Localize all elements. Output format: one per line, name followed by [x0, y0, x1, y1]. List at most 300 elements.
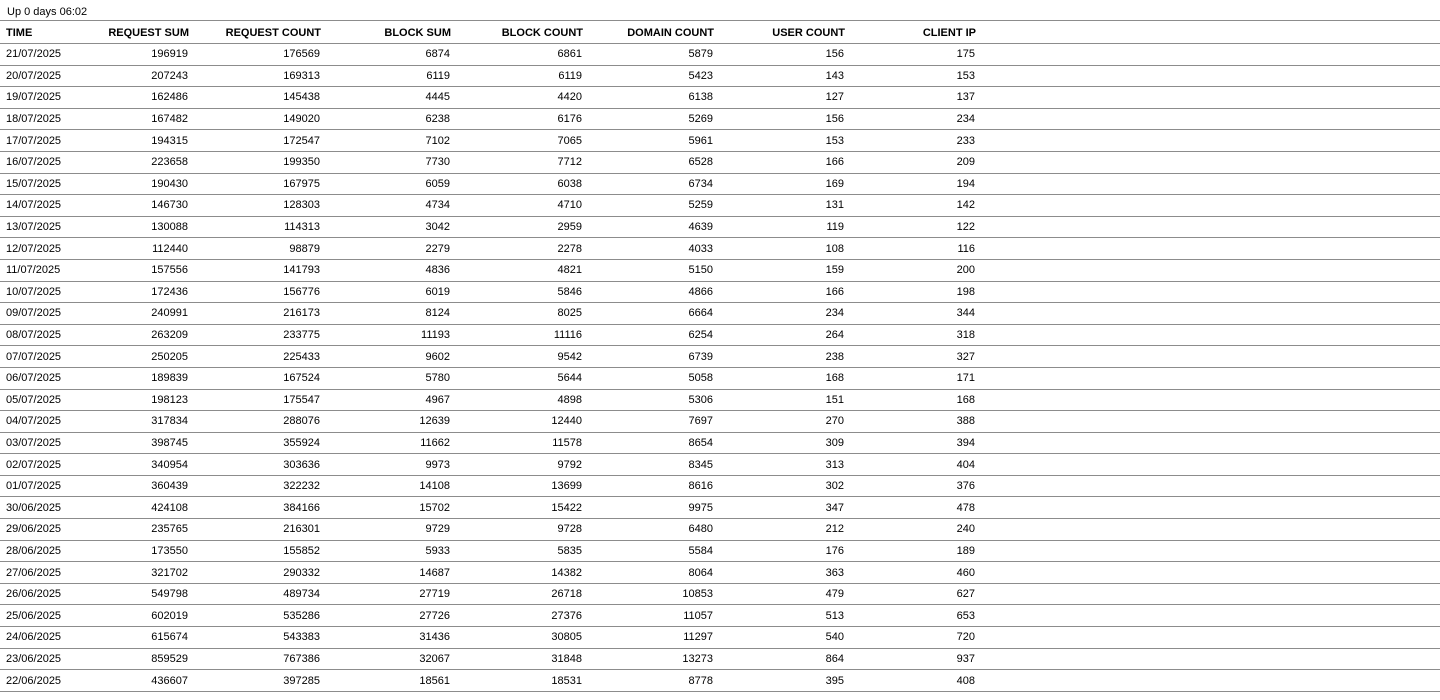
cell-time: 17/07/2025 [0, 130, 95, 152]
table-row [0, 454, 1440, 476]
cell-request-count: 167524 [189, 367, 321, 389]
cell-request-count: 172547 [189, 130, 321, 152]
cell-domain-count: 4866 [583, 281, 714, 303]
cell-block-count: 6119 [451, 65, 583, 87]
row-filler [976, 627, 1440, 649]
cell-request-count: 355924 [189, 432, 321, 454]
table-row [0, 324, 1440, 346]
cell-domain-count: 6254 [583, 324, 714, 346]
cell-block-sum: 9602 [321, 346, 451, 368]
cell-request-sum: 250205 [95, 346, 189, 368]
cell-block-sum: 3042 [321, 216, 451, 238]
cell-request-sum: 172436 [95, 281, 189, 303]
row-filler [976, 605, 1440, 627]
cell-block-count: 2959 [451, 216, 583, 238]
row-filler [976, 44, 1440, 66]
table-row [0, 108, 1440, 130]
cell-block-count: 9728 [451, 519, 583, 541]
table-row [0, 497, 1440, 519]
cell-request-sum: 235765 [95, 519, 189, 541]
column-header-block-count: BLOCK COUNT [451, 22, 583, 44]
cell-request-count: 216173 [189, 303, 321, 325]
cell-time: 19/07/2025 [0, 87, 95, 109]
table-row [0, 281, 1440, 303]
cell-domain-count: 5259 [583, 195, 714, 217]
row-filler [976, 454, 1440, 476]
cell-time: 14/07/2025 [0, 195, 95, 217]
cell-user-count: 156 [714, 44, 845, 66]
cell-block-sum: 27719 [321, 583, 451, 605]
cell-block-count: 30805 [451, 627, 583, 649]
cell-time: 04/07/2025 [0, 411, 95, 433]
row-filler [976, 324, 1440, 346]
cell-domain-count: 4639 [583, 216, 714, 238]
cell-time: 03/07/2025 [0, 432, 95, 454]
cell-client-ip: 142 [845, 195, 976, 217]
cell-client-ip: 171 [845, 367, 976, 389]
cell-time: 11/07/2025 [0, 259, 95, 281]
cell-user-count: 168 [714, 367, 845, 389]
cell-domain-count: 5306 [583, 389, 714, 411]
cell-request-count: 303636 [189, 454, 321, 476]
cell-request-sum: 263209 [95, 324, 189, 346]
cell-user-count: 166 [714, 151, 845, 173]
cell-user-count: 169 [714, 173, 845, 195]
cell-block-sum: 12639 [321, 411, 451, 433]
cell-request-sum: 196919 [95, 44, 189, 66]
cell-client-ip: 209 [845, 151, 976, 173]
cell-client-ip: 653 [845, 605, 976, 627]
cell-time: 25/06/2025 [0, 605, 95, 627]
cell-domain-count: 8345 [583, 454, 714, 476]
cell-domain-count: 5150 [583, 259, 714, 281]
cell-block-count: 4821 [451, 259, 583, 281]
cell-block-sum: 6874 [321, 44, 451, 66]
column-header-user-count: USER COUNT [714, 22, 845, 44]
cell-client-ip: 200 [845, 259, 976, 281]
cell-client-ip: 189 [845, 540, 976, 562]
cell-time: 08/07/2025 [0, 324, 95, 346]
cell-user-count: 166 [714, 281, 845, 303]
column-header-block-sum: BLOCK SUM [321, 22, 451, 44]
cell-block-count: 18531 [451, 670, 583, 692]
cell-client-ip: 394 [845, 432, 976, 454]
cell-time: 28/06/2025 [0, 540, 95, 562]
cell-time: 02/07/2025 [0, 454, 95, 476]
column-header-client-ip: CLIENT IP [845, 22, 976, 44]
table-row [0, 216, 1440, 238]
cell-block-sum: 6059 [321, 173, 451, 195]
cell-user-count: 131 [714, 195, 845, 217]
cell-user-count: 302 [714, 475, 845, 497]
table-row [0, 195, 1440, 217]
cell-block-sum: 32067 [321, 648, 451, 670]
cell-block-sum: 18561 [321, 670, 451, 692]
cell-time: 30/06/2025 [0, 497, 95, 519]
cell-user-count: 238 [714, 346, 845, 368]
cell-client-ip: 327 [845, 346, 976, 368]
cell-block-sum: 5780 [321, 367, 451, 389]
row-filler [976, 411, 1440, 433]
cell-user-count: 212 [714, 519, 845, 541]
table-row [0, 44, 1440, 66]
cell-domain-count: 8778 [583, 670, 714, 692]
table-row [0, 540, 1440, 562]
cell-user-count: 513 [714, 605, 845, 627]
cell-time: 18/07/2025 [0, 108, 95, 130]
cell-request-count: 384166 [189, 497, 321, 519]
cell-client-ip: 168 [845, 389, 976, 411]
cell-client-ip: 234 [845, 108, 976, 130]
cell-domain-count: 8064 [583, 562, 714, 584]
cell-user-count: 264 [714, 324, 845, 346]
cell-block-count: 2278 [451, 238, 583, 260]
cell-request-count: 114313 [189, 216, 321, 238]
cell-request-count: 767386 [189, 648, 321, 670]
cell-request-sum: 194315 [95, 130, 189, 152]
cell-block-count: 14382 [451, 562, 583, 584]
cell-time: 05/07/2025 [0, 389, 95, 411]
cell-domain-count: 6138 [583, 87, 714, 109]
cell-client-ip: 627 [845, 583, 976, 605]
cell-time: 24/06/2025 [0, 627, 95, 649]
cell-request-sum: 859529 [95, 648, 189, 670]
cell-block-count: 11578 [451, 432, 583, 454]
cell-user-count: 347 [714, 497, 845, 519]
table-row [0, 605, 1440, 627]
cell-domain-count: 5961 [583, 130, 714, 152]
cell-request-sum: 240991 [95, 303, 189, 325]
cell-block-count: 5644 [451, 367, 583, 389]
cell-block-sum: 14687 [321, 562, 451, 584]
cell-domain-count: 5584 [583, 540, 714, 562]
cell-request-sum: 436607 [95, 670, 189, 692]
table-row [0, 583, 1440, 605]
cell-time: 29/06/2025 [0, 519, 95, 541]
cell-request-count: 216301 [189, 519, 321, 541]
cell-client-ip: 404 [845, 454, 976, 476]
cell-time: 16/07/2025 [0, 151, 95, 173]
cell-request-sum: 602019 [95, 605, 189, 627]
table-row [0, 562, 1440, 584]
row-filler [976, 389, 1440, 411]
cell-request-count: 543383 [189, 627, 321, 649]
cell-request-sum: 190430 [95, 173, 189, 195]
cell-user-count: 363 [714, 562, 845, 584]
cell-block-count: 27376 [451, 605, 583, 627]
cell-user-count: 270 [714, 411, 845, 433]
cell-user-count: 313 [714, 454, 845, 476]
cell-time: 23/06/2025 [0, 648, 95, 670]
row-filler [976, 259, 1440, 281]
cell-client-ip: 122 [845, 216, 976, 238]
cell-block-count: 15422 [451, 497, 583, 519]
cell-user-count: 119 [714, 216, 845, 238]
column-header-request-count: REQUEST COUNT [189, 22, 321, 44]
cell-block-sum: 4967 [321, 389, 451, 411]
cell-domain-count: 6480 [583, 519, 714, 541]
table-row [0, 519, 1440, 541]
cell-client-ip: 376 [845, 475, 976, 497]
cell-block-count: 6038 [451, 173, 583, 195]
cell-time: 26/06/2025 [0, 583, 95, 605]
cell-domain-count: 6664 [583, 303, 714, 325]
cell-time: 20/07/2025 [0, 65, 95, 87]
table-row [0, 648, 1440, 670]
cell-request-sum: 173550 [95, 540, 189, 562]
cell-domain-count: 5269 [583, 108, 714, 130]
cell-domain-count: 6528 [583, 151, 714, 173]
row-filler [976, 130, 1440, 152]
cell-client-ip: 408 [845, 670, 976, 692]
cell-block-count: 5835 [451, 540, 583, 562]
cell-block-count: 9542 [451, 346, 583, 368]
column-header-domain-count: DOMAIN COUNT [583, 22, 714, 44]
row-filler [976, 346, 1440, 368]
cell-block-sum: 14108 [321, 475, 451, 497]
cell-time: 15/07/2025 [0, 173, 95, 195]
cell-request-sum: 360439 [95, 475, 189, 497]
cell-time: 12/07/2025 [0, 238, 95, 260]
cell-time: 10/07/2025 [0, 281, 95, 303]
row-filler [976, 281, 1440, 303]
cell-block-count: 11116 [451, 324, 583, 346]
cell-block-sum: 4734 [321, 195, 451, 217]
cell-request-sum: 223658 [95, 151, 189, 173]
row-filler [976, 173, 1440, 195]
cell-block-sum: 2279 [321, 238, 451, 260]
header-filler [976, 22, 1440, 44]
cell-domain-count: 6734 [583, 173, 714, 195]
row-filler [976, 303, 1440, 325]
cell-request-count: 397285 [189, 670, 321, 692]
cell-time: 21/07/2025 [0, 44, 95, 66]
cell-user-count: 176 [714, 540, 845, 562]
cell-client-ip: 478 [845, 497, 976, 519]
cell-client-ip: 198 [845, 281, 976, 303]
table-row [0, 259, 1440, 281]
cell-block-count: 13699 [451, 475, 583, 497]
cell-domain-count: 5423 [583, 65, 714, 87]
cell-request-count: 141793 [189, 259, 321, 281]
cell-client-ip: 233 [845, 130, 976, 152]
cell-user-count: 159 [714, 259, 845, 281]
header-divider [0, 20, 1440, 21]
cell-user-count: 234 [714, 303, 845, 325]
cell-request-count: 128303 [189, 195, 321, 217]
cell-block-count: 7065 [451, 130, 583, 152]
table-row [0, 432, 1440, 454]
cell-block-sum: 27726 [321, 605, 451, 627]
cell-block-sum: 9973 [321, 454, 451, 476]
cell-block-sum: 4836 [321, 259, 451, 281]
cell-request-count: 199350 [189, 151, 321, 173]
column-header-request-sum: REQUEST SUM [95, 22, 189, 44]
cell-block-sum: 6119 [321, 65, 451, 87]
cell-request-sum: 398745 [95, 432, 189, 454]
cell-request-sum: 162486 [95, 87, 189, 109]
table-row [0, 130, 1440, 152]
cell-block-sum: 4445 [321, 87, 451, 109]
table-row [0, 411, 1440, 433]
cell-time: 22/06/2025 [0, 670, 95, 692]
table-row [0, 173, 1440, 195]
cell-block-sum: 8124 [321, 303, 451, 325]
cell-block-count: 26718 [451, 583, 583, 605]
cell-domain-count: 5879 [583, 44, 714, 66]
cell-block-count: 6176 [451, 108, 583, 130]
cell-request-sum: 130088 [95, 216, 189, 238]
cell-block-count: 12440 [451, 411, 583, 433]
cell-block-sum: 6019 [321, 281, 451, 303]
cell-block-count: 8025 [451, 303, 583, 325]
cell-client-ip: 153 [845, 65, 976, 87]
table-row [0, 87, 1440, 109]
cell-time: 06/07/2025 [0, 367, 95, 389]
cell-user-count: 143 [714, 65, 845, 87]
cell-request-count: 156776 [189, 281, 321, 303]
cell-domain-count: 4033 [583, 238, 714, 260]
cell-block-count: 31848 [451, 648, 583, 670]
cell-user-count: 864 [714, 648, 845, 670]
cell-request-sum: 167482 [95, 108, 189, 130]
cell-request-count: 155852 [189, 540, 321, 562]
cell-user-count: 479 [714, 583, 845, 605]
daily-stats-table [0, 22, 1440, 692]
cell-client-ip: 318 [845, 324, 976, 346]
table-row [0, 238, 1440, 260]
cell-request-sum: 112440 [95, 238, 189, 260]
cell-user-count: 108 [714, 238, 845, 260]
cell-client-ip: 240 [845, 519, 976, 541]
cell-client-ip: 344 [845, 303, 976, 325]
cell-request-sum: 549798 [95, 583, 189, 605]
cell-client-ip: 175 [845, 44, 976, 66]
cell-request-sum: 189839 [95, 367, 189, 389]
cell-user-count: 540 [714, 627, 845, 649]
row-filler [976, 108, 1440, 130]
cell-block-sum: 9729 [321, 519, 451, 541]
cell-domain-count: 11297 [583, 627, 714, 649]
cell-request-sum: 321702 [95, 562, 189, 584]
table-row [0, 303, 1440, 325]
cell-request-sum: 340954 [95, 454, 189, 476]
cell-request-count: 167975 [189, 173, 321, 195]
cell-request-count: 149020 [189, 108, 321, 130]
cell-client-ip: 720 [845, 627, 976, 649]
row-filler [976, 87, 1440, 109]
cell-request-count: 175547 [189, 389, 321, 411]
cell-time: 27/06/2025 [0, 562, 95, 584]
cell-user-count: 395 [714, 670, 845, 692]
table-header [0, 22, 1440, 44]
cell-request-count: 176569 [189, 44, 321, 66]
cell-domain-count: 10853 [583, 583, 714, 605]
cell-request-count: 98879 [189, 238, 321, 260]
cell-block-count: 9792 [451, 454, 583, 476]
cell-request-sum: 146730 [95, 195, 189, 217]
row-filler [976, 648, 1440, 670]
row-filler [976, 238, 1440, 260]
cell-block-sum: 6238 [321, 108, 451, 130]
cell-block-count: 4420 [451, 87, 583, 109]
cell-block-count: 4898 [451, 389, 583, 411]
uptime-status: Up 0 days 06:02 [7, 6, 88, 18]
cell-request-sum: 157556 [95, 259, 189, 281]
row-filler [976, 151, 1440, 173]
cell-request-count: 145438 [189, 87, 321, 109]
row-filler [976, 432, 1440, 454]
table-row [0, 670, 1440, 692]
cell-client-ip: 937 [845, 648, 976, 670]
cell-block-sum: 15702 [321, 497, 451, 519]
cell-request-count: 169313 [189, 65, 321, 87]
cell-user-count: 151 [714, 389, 845, 411]
cell-request-count: 233775 [189, 324, 321, 346]
table-row [0, 627, 1440, 649]
table-row [0, 475, 1440, 497]
cell-request-sum: 424108 [95, 497, 189, 519]
table-row [0, 151, 1440, 173]
cell-request-count: 225433 [189, 346, 321, 368]
cell-request-sum: 198123 [95, 389, 189, 411]
cell-user-count: 156 [714, 108, 845, 130]
cell-request-count: 288076 [189, 411, 321, 433]
row-filler [976, 583, 1440, 605]
cell-block-sum: 11662 [321, 432, 451, 454]
row-filler [976, 519, 1440, 541]
table-body [0, 44, 1440, 692]
cell-time: 13/07/2025 [0, 216, 95, 238]
cell-request-count: 535286 [189, 605, 321, 627]
table-row [0, 389, 1440, 411]
cell-client-ip: 137 [845, 87, 976, 109]
cell-request-count: 489734 [189, 583, 321, 605]
cell-domain-count: 5058 [583, 367, 714, 389]
row-filler [976, 670, 1440, 692]
cell-time: 09/07/2025 [0, 303, 95, 325]
cell-domain-count: 8654 [583, 432, 714, 454]
cell-block-sum: 11193 [321, 324, 451, 346]
row-filler [976, 475, 1440, 497]
cell-block-count: 7712 [451, 151, 583, 173]
column-header-time: TIME [0, 22, 95, 44]
row-filler [976, 65, 1440, 87]
cell-block-sum: 5933 [321, 540, 451, 562]
cell-request-count: 322232 [189, 475, 321, 497]
cell-client-ip: 388 [845, 411, 976, 433]
cell-request-count: 290332 [189, 562, 321, 584]
cell-request-sum: 615674 [95, 627, 189, 649]
cell-block-count: 6861 [451, 44, 583, 66]
cell-domain-count: 7697 [583, 411, 714, 433]
cell-user-count: 153 [714, 130, 845, 152]
cell-request-sum: 207243 [95, 65, 189, 87]
cell-block-sum: 7102 [321, 130, 451, 152]
row-filler [976, 562, 1440, 584]
cell-domain-count: 8616 [583, 475, 714, 497]
cell-user-count: 309 [714, 432, 845, 454]
cell-client-ip: 194 [845, 173, 976, 195]
cell-time: 07/07/2025 [0, 346, 95, 368]
cell-client-ip: 460 [845, 562, 976, 584]
cell-request-sum: 317834 [95, 411, 189, 433]
cell-client-ip: 116 [845, 238, 976, 260]
cell-block-sum: 7730 [321, 151, 451, 173]
row-filler [976, 216, 1440, 238]
row-filler [976, 497, 1440, 519]
cell-block-sum: 31436 [321, 627, 451, 649]
